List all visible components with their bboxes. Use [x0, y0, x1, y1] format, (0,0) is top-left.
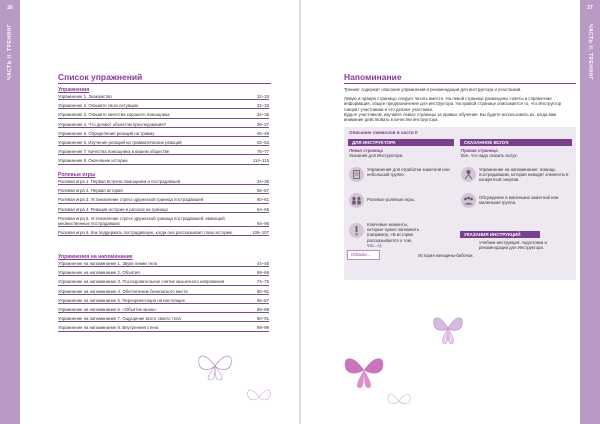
left-page [20, 0, 299, 424]
toc-row[interactable] [58, 188, 269, 194]
toc-title: Ролевая игра 4. Реакция истории и рассказ на граница [58, 206, 168, 212]
toc-pages: 36–37 [257, 121, 269, 127]
toc-title: Упражнение 8. Окончание истории [58, 158, 128, 164]
toc-title: Упражнение на напоминание 7. Ощущение всего своего тела [58, 316, 181, 322]
exercise-icon [349, 167, 364, 182]
left-page-hint-title: Левая страница [349, 148, 383, 153]
toc-title: Упражнение 6. Изучение реакций на травматические реакций [58, 140, 182, 146]
heading-rule [58, 83, 271, 84]
toc-title: Упражнение 4. Что делают объектом преследования? [58, 121, 166, 127]
exercise-list-heading: Список упражнений [58, 72, 143, 82]
toc-row[interactable] [58, 131, 269, 137]
toc-pages: 32–33 [257, 94, 269, 99]
toc-title: Упражнение 7. Качества помощника в вашем обществе [58, 149, 170, 155]
toc-title: Ролевая игра 2. Первая история [58, 188, 123, 194]
intro-paragraph: Будьте участником, изучайте левые страницы за правые обучения. Вы будете использовать их, когда вам внимание действовать в качестве инструктора. [344, 112, 557, 123]
reminder-heading: Напоминание [344, 72, 402, 82]
heading-rule [344, 83, 576, 84]
intro-paragraph: Тренинг содержит описание упражнений и рекомендации для инструктора и участников. [344, 87, 522, 92]
toc-pages: 32–33 [257, 103, 269, 109]
toc-row[interactable] [58, 230, 269, 236]
toc-row[interactable] [58, 149, 269, 155]
toc-row[interactable] [58, 103, 269, 109]
right-page-number: 27 [587, 5, 593, 11]
toc-title: Упражнение 2. Опишите свою ситуацию [58, 103, 139, 109]
toc-pages: 94–95 [257, 221, 269, 227]
right-page-hint-title: Правая страница [461, 148, 498, 153]
toc-row[interactable] [58, 216, 269, 227]
toc-title: Упражнение 1. Знакомство [58, 94, 112, 99]
legend-text-instructions: Учебник инструкция: подготовка и рекомендации для Инструктора. [479, 240, 547, 251]
intro-paragraph: Левую и правую страницы следует читать вместе. На левой странице размещены советы и справочная информация, общее предназначение для инструктора. На правой странице описывается то, что Инструктор говорит участникам и что делают участники. [344, 96, 562, 112]
left-side-tab [0, 0, 20, 424]
right-page-hint-text: Все, что надо сказать вслух. [461, 153, 518, 159]
toc-row[interactable] [58, 325, 269, 331]
toc-title: Ролевая игра 5. Установление стресс-дружеской граница пострадавшей, имеющей множественные пострадавших [58, 215, 225, 227]
legend-text-exercise: Упражнения для отработки заметной или небольшой группе. [367, 167, 450, 178]
butterfly-icon [245, 385, 273, 409]
toc-pages: 56–57 [257, 188, 269, 194]
toc-pages: 80–81 [257, 288, 269, 294]
for-instructor-bar: ДЛЯ ИНСТРУКТОРА [348, 139, 454, 146]
toc-pages: 74–75 [257, 279, 269, 285]
toc-row[interactable] [58, 261, 269, 267]
toc-pages: 64–65 [257, 206, 269, 212]
toc-row[interactable] [58, 307, 269, 313]
section-title-exercises: Упражнения [58, 87, 90, 93]
toc-row[interactable] [58, 279, 269, 285]
butterfly-icon [386, 390, 412, 412]
legend-text-role-play: Ролевые ролевые игры. [367, 197, 415, 202]
toc-role-plays [58, 179, 269, 236]
legend-text-reminder: Упражнение на напоминание: помощь пострадавшим, которая наводит элементы в конкретной энергии. [479, 167, 569, 183]
toc-row[interactable] [58, 112, 269, 118]
left-page-hint [349, 148, 453, 159]
toc-pages: 90–91 [257, 316, 269, 322]
key-moment-icon [349, 223, 364, 238]
toc-pages: 106–107 [252, 230, 269, 236]
toc-reminders [58, 261, 269, 332]
toc-title: Упражнение на напоминание 3. Последовательное снятие мышечного напряжения [58, 279, 225, 285]
toc-pages: 88–89 [257, 307, 269, 313]
toc-exercises [58, 94, 269, 165]
instructions-bar: УКАЗАНИЯ ИНСТРУКЦИЙ [460, 231, 540, 238]
group-discussion-icon [461, 193, 476, 208]
toc-title: Упражнение на напоминание 1. Звуки линии тела [58, 261, 158, 266]
section-title-reminders: Упражнения на напоминание [58, 254, 133, 260]
toc-row[interactable] [58, 158, 269, 164]
toc-row[interactable] [58, 270, 269, 276]
toc-pages: 34–35 [257, 179, 269, 184]
right-page [301, 0, 580, 424]
toc-pages: 46–49 [257, 130, 269, 136]
right-tab-label: ЧАСТЬ II. ТРЕНИНГ [587, 24, 593, 80]
toc-row[interactable] [58, 289, 269, 295]
butterfly-icon [341, 350, 387, 390]
legend-text-group-discussion: Обсуждение в маленьких заметной или маленькая группа. [479, 195, 559, 206]
toc-row[interactable] [58, 207, 269, 213]
toc-row[interactable] [58, 197, 269, 203]
left-tab-label: ЧАСТЬ II. ТРЕНИНГ [7, 24, 13, 80]
note-label-box: Обходы... [347, 250, 380, 260]
toc-pages: 114–115 [252, 158, 269, 164]
toc-pages: 44–45 [257, 261, 269, 266]
legend-text-note: История женщины-бабочки. [418, 253, 474, 258]
toc-title: Упражнение на напоминание 5. Переориентация на настоящее [58, 297, 185, 303]
toc-row[interactable] [58, 316, 269, 322]
toc-row[interactable] [58, 179, 269, 185]
toc-title: Упражнение на напоминание 6. «Объятие мною» [58, 307, 157, 313]
toc-pages: 34–35 [257, 112, 269, 118]
section-title-role-plays: Ролевые игры [58, 172, 96, 178]
legend-text-key-moment: Ключевые моменты, которые нужно запомнить (например, «В истории рассказывается о том, что...»). [367, 222, 420, 248]
left-page-hint-text: Указания для Инструктора. [349, 153, 404, 159]
toc-title: Упражнение 3. Опишите качества хорошего помощника [58, 112, 170, 118]
butterfly-icon [195, 350, 235, 382]
butterfly-icon [431, 310, 465, 348]
toc-title: Ролевая игра 3. Установление стресс-дружеской граница пострадавшей [58, 197, 204, 203]
toc-title: Упражнение на напоминание 4. Обеспечение безопасного места [58, 288, 188, 294]
toc-title: Упражнение на напоминание 2. Объятия [58, 270, 140, 276]
role-play-icon [349, 193, 364, 208]
right-page-hint [461, 148, 571, 159]
toc-row[interactable] [58, 94, 269, 100]
left-page-number: 26 [7, 5, 13, 11]
symbol-legend [344, 127, 576, 280]
toc-title: Ролевая игра 6. Как поддержать пострадавшую, когда она рассказывает свою историю [58, 230, 233, 236]
reminder-icon [461, 167, 476, 182]
toc-pages: 76–77 [257, 149, 269, 155]
toc-row[interactable] [58, 298, 269, 304]
toc-pages: 60–61 [257, 197, 269, 203]
toc-pages: 68–69 [257, 270, 269, 276]
toc-row[interactable] [58, 122, 269, 128]
said-aloud-bar: СКАЗАННОЕ ВСЛУХ [460, 139, 572, 146]
toc-title: Ролевая игра 1. Первая встреча помощника и пострадавшей [58, 179, 181, 184]
legend-title: Описание символов в части II [349, 130, 418, 135]
toc-title: Упражнение на напоминание 8. Внутренняя стена [58, 325, 159, 331]
right-side-tab [580, 0, 600, 424]
toc-pages: 86–87 [257, 297, 269, 303]
toc-pages: 52–53 [257, 140, 269, 146]
toc-title: Упражнение 5. Определение реакций на травму [58, 130, 155, 136]
toc-pages: 98–99 [257, 325, 269, 331]
toc-row[interactable] [58, 140, 269, 146]
